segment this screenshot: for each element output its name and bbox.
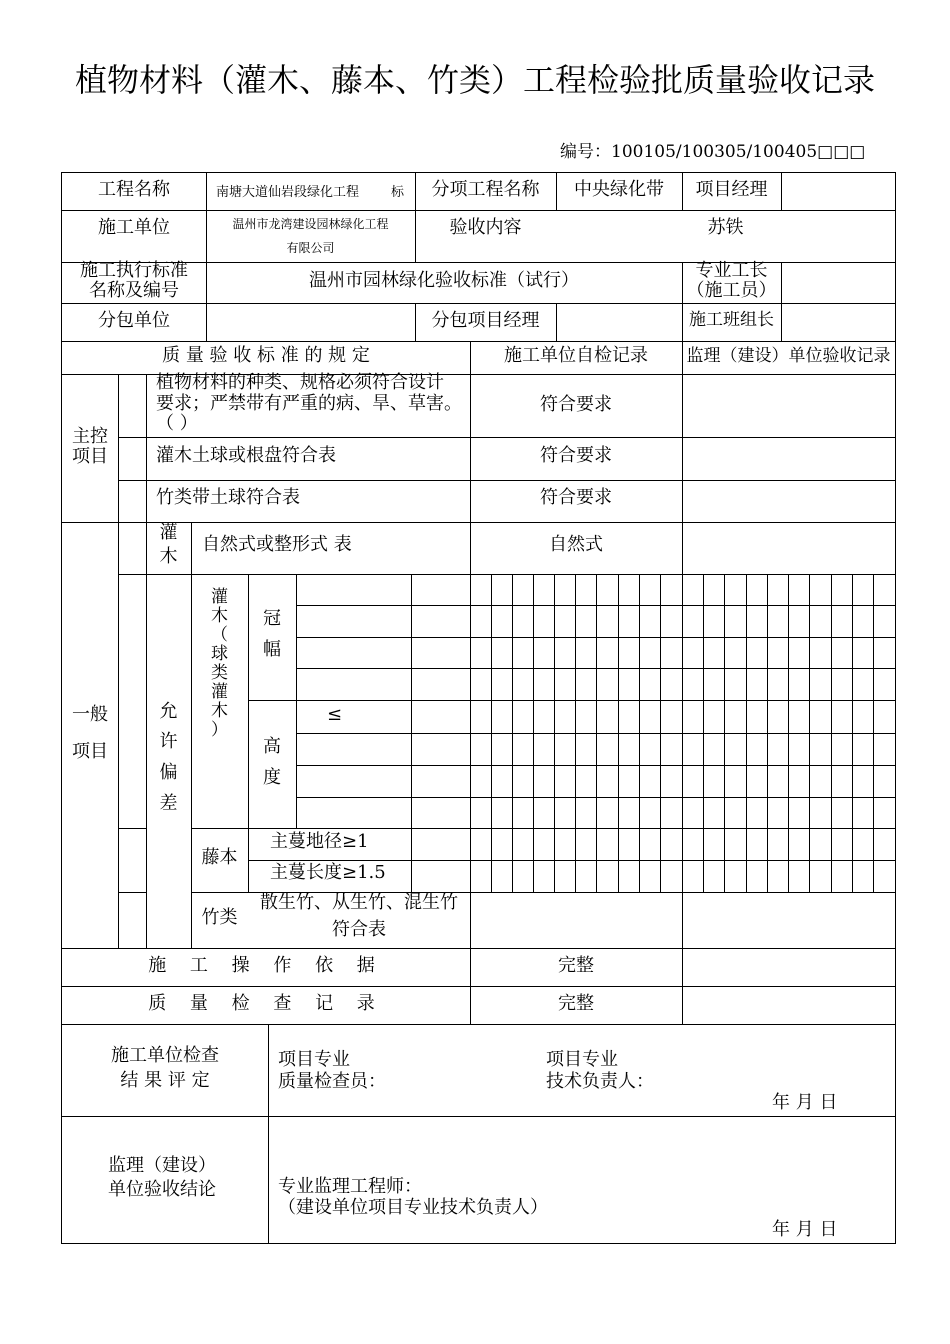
grid-line <box>556 303 557 341</box>
grid-line <box>146 374 147 522</box>
general-label-1: 一般 <box>72 704 108 725</box>
contractor-label: 施工单位 <box>98 217 170 238</box>
grid-line <box>682 522 683 574</box>
basis-label: 施 工 操 作 依 据 <box>148 955 384 976</box>
height-le-symbol: ≤ <box>327 704 343 725</box>
contractor-value-line1: 温州市龙湾建设园林绿化工程 <box>232 217 389 231</box>
main-item-1-line3: （ ） <box>156 413 198 434</box>
standard-value: 温州市园林绿化验收标准（试行） <box>309 270 579 291</box>
grid-line <box>118 480 896 481</box>
grid-line <box>191 828 896 829</box>
standard-label-line1: 施工执行标准 <box>80 260 188 281</box>
record-number: 编号：100105/100305/100405□□□ <box>560 142 866 162</box>
grid-line <box>895 172 896 1244</box>
inspector-line1: 项目专业 <box>278 1049 350 1070</box>
main-control-label-2: 项目 <box>72 446 108 467</box>
height-char-2: 度 <box>263 767 281 788</box>
main-item-2-result: 符合要求 <box>540 445 612 466</box>
contractor-eval-label-1: 施工单位检查 <box>111 1045 219 1066</box>
foreman-label-line2: （施工员） <box>686 280 777 301</box>
inspection-result: 完整 <box>558 993 594 1014</box>
grid-line <box>296 765 896 766</box>
tolerance-char-4: 差 <box>159 793 178 814</box>
general-label-2: 项目 <box>72 741 108 762</box>
main-control-label-1: 主控 <box>72 426 108 447</box>
supervision-engineer: 专业监理工程师： <box>278 1176 422 1197</box>
crown-char-1: 冠 <box>263 608 281 629</box>
col-self-check: 施工单位自检记录 <box>504 345 648 366</box>
grid-line <box>296 733 896 734</box>
subcontractor-label: 分包单位 <box>98 310 170 331</box>
main-item-3-result: 符合要求 <box>540 487 612 508</box>
basis-result: 完整 <box>558 955 594 976</box>
vine-item-1: 主蔓地径≥1 <box>270 831 369 852</box>
ball-shrub-char-7: 木 <box>211 701 228 721</box>
grid-line <box>118 522 119 948</box>
supervision-date: 年 月 日 <box>772 1219 838 1240</box>
grid-line <box>296 797 896 798</box>
grid-line <box>682 948 683 1024</box>
acceptance-label: 验收内容 <box>449 217 522 238</box>
tech-line2: 技术负责人： <box>546 1071 654 1092</box>
inspection-label: 质 量 检 查 记 录 <box>148 993 384 1014</box>
pm-label: 项目经理 <box>695 179 768 200</box>
main-item-3: 竹类带土球符合表 <box>156 487 300 508</box>
bamboo-text-1: 散生竹、从生竹、混生竹 <box>260 892 458 913</box>
supervision-label-1: 监理（建设） <box>108 1155 216 1176</box>
standard-label-line2: 名称及编号 <box>89 280 179 301</box>
grid-line <box>296 668 896 669</box>
grid-line <box>296 605 896 606</box>
grid-line <box>682 892 683 948</box>
tech-line1: 项目专业 <box>546 1049 618 1070</box>
main-item-1-line2: 要求；严禁带有严重的病、旱、草害。 <box>156 393 462 414</box>
grid-line <box>191 522 192 574</box>
grid-line <box>118 574 896 575</box>
grid-line <box>61 303 896 304</box>
grid-line <box>61 948 896 949</box>
col-supervision: 监理（建设）单位验收记录 <box>686 346 891 366</box>
grid-line <box>61 210 896 211</box>
project-name-suffix: 标 <box>391 185 405 200</box>
grid-line <box>61 1243 896 1244</box>
grid-line <box>61 172 896 173</box>
supervision-label-2: 单位验收结论 <box>108 1179 216 1200</box>
inspector-line2: 质量检查员： <box>278 1071 386 1092</box>
ball-shrub-char-4: 球 <box>211 644 228 664</box>
ball-shrub-char-3: （ <box>211 625 228 645</box>
grid-line <box>248 860 896 861</box>
vine-label: 藤本 <box>201 847 238 868</box>
grid-line <box>682 374 683 522</box>
supervision-owner-rep: （建设单位项目专业技术负责人） <box>278 1197 548 1218</box>
ball-shrub-char-5: 类 <box>211 663 228 683</box>
crown-char-2: 幅 <box>263 639 281 660</box>
bamboo-label: 竹类 <box>201 907 238 928</box>
height-char-1: 高 <box>263 736 281 757</box>
vine-item-2: 主蔓长度≥1.5 <box>270 862 386 883</box>
contractor-eval-label-2: 结 果 评 定 <box>120 1070 210 1091</box>
grid-line <box>206 172 207 341</box>
tolerance-char-1: 允 <box>159 701 178 722</box>
bamboo-text-2: 符合表 <box>332 919 386 940</box>
sub-project-value: 中央绿化带 <box>574 179 664 200</box>
grid-line <box>296 637 896 638</box>
grid-line <box>61 341 896 342</box>
col-standard: 质 量 验 收 标 准 的 规 定 <box>162 345 370 366</box>
tolerance-char-3: 偏 <box>159 762 178 783</box>
main-item-1-line1: 植物材料的种类、规格必须符合设计 <box>156 372 444 393</box>
project-name-label: 工程名称 <box>98 179 170 200</box>
grid-line <box>61 1116 896 1117</box>
grid-line <box>118 828 146 829</box>
grid-line <box>248 700 896 701</box>
sub-pm-label: 分包项目经理 <box>431 310 540 331</box>
ball-shrub-char-8: ） <box>211 720 228 740</box>
grid-line <box>118 892 146 893</box>
main-item-1-result: 符合要求 <box>540 394 612 415</box>
grid-line <box>781 262 782 341</box>
contractor-value-line2: 有限公司 <box>286 241 335 255</box>
grid-line <box>781 172 782 210</box>
shrub-label-2: 木 <box>159 546 178 567</box>
grid-line <box>118 374 119 522</box>
sub-project-label: 分项工程名称 <box>431 179 540 200</box>
grid-line <box>268 1024 269 1243</box>
contractor-date: 年 月 日 <box>772 1092 838 1113</box>
grid-line <box>118 437 896 438</box>
ball-shrub-char-1: 灌 <box>211 587 228 607</box>
grid-line <box>296 574 297 828</box>
acceptance-value: 苏铁 <box>707 217 744 238</box>
ball-shrub-char-2: 木 <box>211 606 228 626</box>
ball-shrub-char-6: 灌 <box>211 682 228 702</box>
grid-line <box>61 986 896 987</box>
shrub-label-1: 灌 <box>159 522 178 543</box>
project-name-value: 南塘大道仙岩段绿化工程 <box>216 185 360 200</box>
foreman-label-line1: 专业工长 <box>695 260 768 281</box>
shrub-result: 自然式 <box>549 534 603 555</box>
main-item-2: 灌木土球或根盘符合表 <box>156 445 336 466</box>
grid-line <box>470 892 471 948</box>
tolerance-char-2: 许 <box>159 731 178 752</box>
team-leader-label: 施工班组长 <box>689 310 774 330</box>
page-title: 植物材料（灌木、藤本、竹类）工程检验批质量验收记录 <box>74 61 875 99</box>
shrub-text: 自然式或整形式 表 <box>202 534 352 555</box>
grid-line <box>61 1024 896 1025</box>
